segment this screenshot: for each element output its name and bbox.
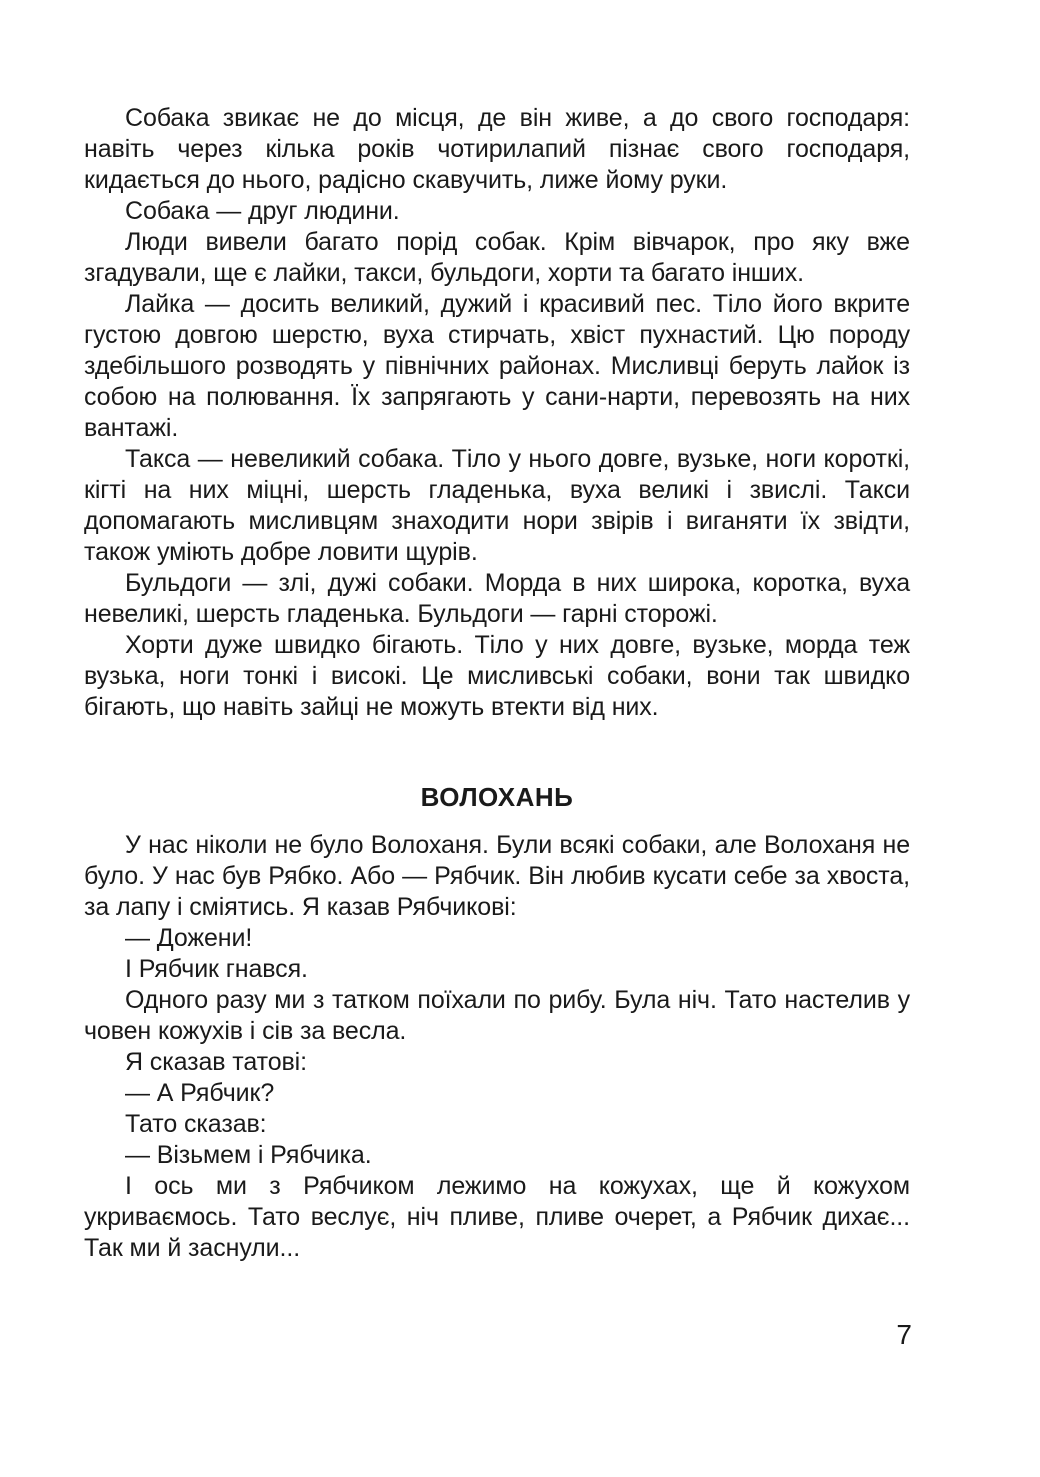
paragraph: І Рябчик гнався. — [125, 955, 308, 983]
paragraph: — Візьмем і Рябчика. — [125, 1141, 372, 1169]
paragraph: Такса — невеликий собака. Тіло у нього довге, вузьке, ноги короткі, кігті на них міцні, шерсть гладенька, вуха великі і звислі. Такси допомагають мисливцям знаходити нори звірів і виганяти їх звідти, також уміють добре ловити щурів. — [84, 445, 910, 566]
page-content — [84, 103, 910, 1264]
paragraph: Бульдоги — злі, дужі собаки. Морда в них широка, коротка, вуха невеликі, шерсть гладенька. Бульдоги — гарні сторожі. — [84, 569, 910, 628]
section-volokhan — [84, 830, 910, 1264]
paragraph: Собака — друг людини. — [125, 197, 400, 225]
paragraph: У нас ніколи не було Волоханя. Були всякі собаки, але Волоханя не було. У нас був Рябко. Або — Рябчик. Він любив кусати себе за хвоста, за лапу і сміятись. Я казав Рябчикові: — [84, 831, 910, 921]
paragraph: Лайка — досить великий, дужий і красивий пес. Тіло його вкрите густою довгою шерстю, вуха стирчать, хвіст пухнастий. Цю породу здебільшого розводять у північних районах. Мисливці беруть лайок із собою на полювання. Їх запрягають у сани-нарти, перевозять на них вантажі. — [84, 290, 910, 442]
paragraph: Я сказав татові: — [125, 1048, 307, 1076]
paragraph: — Дожени! — [125, 924, 253, 952]
page-number: 7 — [896, 1319, 912, 1350]
paragraph: — А Рябчик? — [125, 1079, 275, 1107]
section-dog-breeds — [84, 103, 910, 723]
paragraph: Люди вивели багато порід собак. Крім вівчарок, про яку вже згадували, ще є лайки, такси, бульдоги, хорти та багато інших. — [84, 228, 910, 287]
paragraph: Тато сказав: — [125, 1110, 267, 1138]
section-title: ВОЛОХАНЬ — [420, 782, 574, 812]
paragraph: Собака звикає не до місця, де він живе, а до свого господаря: навіть через кілька років чотирилапий пізнає свого господаря, кидається до нього, радісно скавучить, лиже йому руки. — [84, 104, 910, 194]
paragraph: І ось ми з Рябчиком лежимо на кожухах, ще й кожухом укриваємось. Тато веслує, ніч пливе, пливе очерет, а Рябчик дихає... Так ми й заснули... — [84, 1172, 910, 1262]
paragraph: Одного разу ми з татком поїхали по рибу. Була ніч. Тато настелив у човен кожухів і сів за весла. — [84, 986, 910, 1045]
paragraph: Хорти дуже швидко бігають. Тіло у них довге, вузьке, морда теж вузька, ноги тонкі і високі. Це мисливські собаки, вони так швидко бігають, що навіть зайці не можуть втекти від них. — [84, 631, 910, 721]
